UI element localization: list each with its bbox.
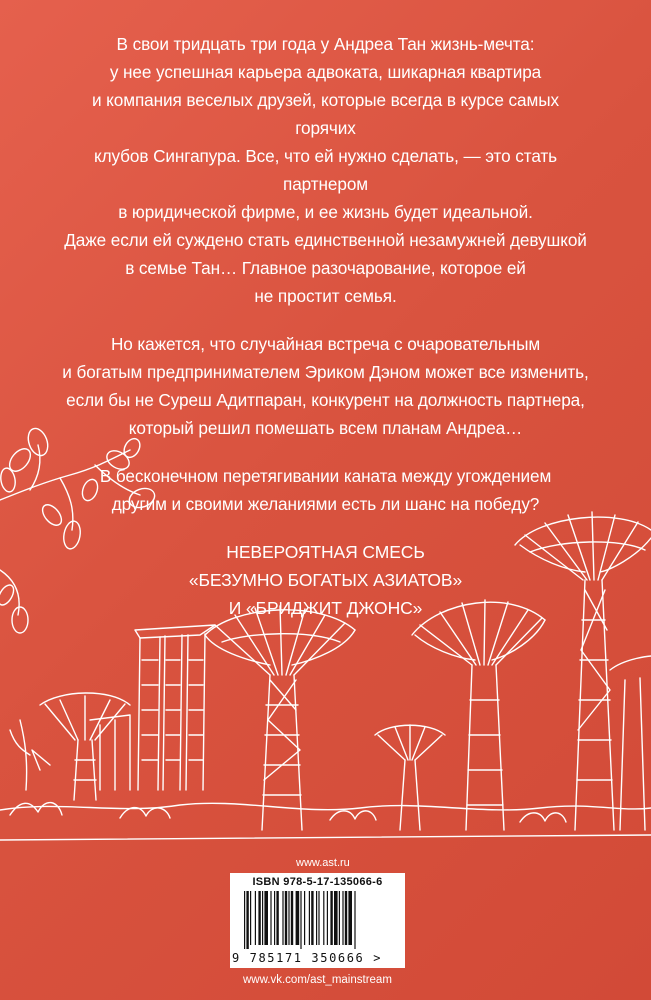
supertree-small-left (40, 693, 130, 800)
barcode-bar (354, 891, 355, 949)
barcode-bar (282, 891, 283, 945)
marina-bay-sands-illustration (90, 625, 215, 790)
line: который решил помешать всем планам Андреа… (128, 418, 523, 438)
barcode-bar (296, 891, 300, 945)
supertree-tall-right (515, 512, 651, 830)
tagline-line: НЕВЕРОЯТНАЯ СМЕСЬ (226, 542, 425, 562)
barcode (230, 873, 405, 968)
line: другим и своими желаниями есть ли шанс на победу? (111, 494, 540, 514)
tagline-line: И «БРИДЖИТ ДЖОНС» (228, 598, 423, 618)
barcode-bar (250, 891, 251, 945)
barcode-bar (300, 891, 301, 949)
line: В свои тридцать три года у Андреа Тан жизнь-мечта: (116, 34, 535, 54)
line: и компания веселых друзей, которые всегда в курсе самых горячих (92, 90, 559, 138)
supertree-far-right (610, 656, 651, 830)
barcode-bar (348, 891, 352, 945)
line: не простит семья. (254, 286, 397, 306)
barcode-bar (270, 891, 271, 945)
barcode-bar (288, 891, 289, 945)
line: у нее успешная карьера адвоката, шикарная квартира (109, 62, 542, 82)
line: в юридической фирме, и ее жизнь будет идеальной. (118, 202, 533, 222)
barcode-bar (274, 891, 275, 945)
line: Даже если ей суждено стать единственной незамужней девушкой (64, 230, 587, 250)
foliage-branch-illustration (0, 426, 157, 633)
publisher-vk-link: www.vk.com/ast_mainstream (243, 974, 392, 986)
supertree-medium (375, 725, 445, 830)
barcode-bar (291, 891, 293, 945)
tagline-line: «БЕЗУМНО БОГАТЫХ АЗИАТОВ» (188, 570, 463, 590)
line: если бы не Суреш Адитпаран, конкурент на должность партнера, (66, 390, 585, 410)
barcode-bar (264, 891, 268, 945)
barcode-bar (342, 891, 343, 945)
supertrees-illustration (0, 420, 651, 860)
supertree-large-right-center (412, 600, 545, 830)
barcode-bar (304, 891, 305, 945)
barcode-digits: 9 785171 350666 > (232, 951, 383, 965)
line: В бесконечном перетягивании каната между угождением (99, 466, 552, 486)
barcode-bar (309, 891, 310, 945)
barcode-bar (323, 891, 324, 945)
barcode-bar (255, 891, 256, 945)
barcode-bar (334, 891, 338, 945)
barcode-bar (285, 891, 287, 945)
barcode-bar (316, 891, 317, 945)
barcode-bar (246, 891, 248, 949)
barcode-bar (318, 891, 319, 945)
line: клубов Сингапура. Все, что ей нужно сделать, — это стать партнером (93, 146, 558, 194)
barcode-bar (330, 891, 332, 945)
supertree-large-center (205, 606, 355, 830)
barcode-bar (311, 891, 313, 945)
line: Но кажется, что случайная встреча с очаровательным (110, 334, 541, 354)
line: и богатым предпринимателем Эриком Дэном может все изменить, (62, 362, 589, 382)
isbn-label: ISBN 978-5-17-135066-6 (252, 876, 383, 888)
barcode-bar (345, 891, 347, 945)
barcode-bars (244, 891, 391, 949)
blurb-paragraph-1 (60, 30, 591, 310)
barcode-bar (339, 891, 340, 945)
barcode-bar (327, 891, 328, 945)
barcode-bar (276, 891, 278, 945)
publisher-website: www.ast.ru (296, 857, 350, 869)
barcode-bar (258, 891, 260, 945)
ground-foliage (0, 720, 651, 840)
barcode-bar (262, 891, 263, 945)
line: в семье Тан… Главное разочарование, которое ей (125, 258, 526, 278)
barcode-bar (244, 891, 245, 949)
